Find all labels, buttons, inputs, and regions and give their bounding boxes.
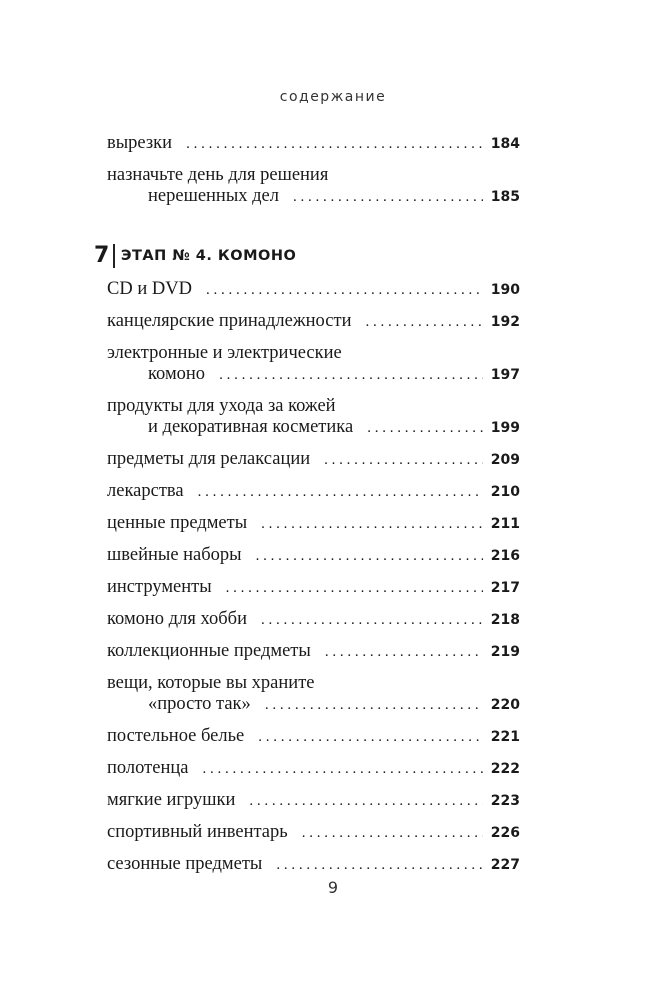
toc-entry-row: [107, 609, 520, 631]
toc-page-number: 190: [490, 282, 520, 298]
toc-entry-title: сезонные предметы: [107, 854, 263, 874]
toc-page-number: 209: [490, 452, 520, 468]
toc-entry-row: [107, 854, 520, 876]
dot-leader: [365, 312, 482, 333]
toc-page-number: 222: [490, 761, 520, 777]
toc-entry[interactable]: [107, 822, 520, 844]
toc-page-number: 217: [490, 580, 520, 596]
toc-entry-row: [107, 279, 520, 301]
dot-leader: [226, 578, 483, 599]
running-header: содержание: [279, 89, 387, 105]
toc-entry-title: канцелярские принадлежности: [107, 311, 352, 331]
dot-leader: [186, 134, 483, 155]
toc-page-number: 185: [490, 189, 520, 205]
toc-entry-title: продукты для ухода за кожей: [107, 396, 336, 416]
toc-page-number: 219: [490, 644, 520, 660]
dot-leader: [276, 855, 482, 876]
toc-entry[interactable]: [107, 449, 520, 471]
toc-page-number: 227: [490, 857, 520, 873]
toc-page-number: 199: [490, 420, 520, 436]
toc-entry[interactable]: [107, 133, 520, 155]
toc-entry-row: [107, 545, 520, 567]
toc-entry-title: швейные наборы: [107, 545, 242, 565]
toc-entry[interactable]: [107, 726, 520, 748]
toc-entry-title: вещи, которые вы храните: [107, 673, 315, 693]
dot-leader: [261, 610, 483, 631]
toc-entry-row: [107, 822, 520, 844]
toc-page-number: 211: [490, 516, 520, 532]
toc-entry-row: [107, 364, 520, 386]
toc-entry[interactable]: [107, 481, 520, 503]
toc-entry[interactable]: [107, 790, 520, 812]
toc-entry-title: «просто так»: [148, 694, 251, 714]
toc-page-number: 226: [490, 825, 520, 841]
dot-leader: [249, 791, 482, 812]
toc-entry-title: лекарства: [107, 481, 184, 501]
toc-entry-title: инструменты: [107, 577, 212, 597]
toc-entry-row: [107, 481, 520, 503]
toc-entry-title: вырезки: [107, 133, 173, 153]
toc-entry-title: коллекционные предметы: [107, 641, 311, 661]
toc-entry[interactable]: [107, 311, 520, 333]
toc-entry[interactable]: [107, 513, 520, 535]
toc-entry-title: постельное белье: [107, 726, 245, 746]
dot-leader: [325, 642, 483, 663]
dot-leader: [324, 450, 483, 471]
toc-entry[interactable]: [107, 577, 520, 599]
chapter-number: 7: [94, 243, 110, 268]
toc-page-number: 221: [490, 729, 520, 745]
toc-entry[interactable]: [107, 854, 520, 876]
dot-leader: [219, 365, 483, 386]
page-number: 9: [327, 878, 339, 897]
chapter-title: ЭТАП № 4. КОМОНО: [120, 247, 297, 264]
toc-entry-title: и декоративная косметика: [148, 417, 354, 437]
chapter-divider: [113, 244, 115, 268]
chapter-heading: [94, 243, 296, 268]
toc-entry-row: [107, 449, 520, 471]
toc-entry[interactable]: [107, 641, 520, 663]
toc-entry-title: комоно для хобби: [107, 609, 247, 629]
toc-entry-title: ценные предметы: [107, 513, 248, 533]
toc-list-top: [107, 133, 520, 218]
dot-leader: [206, 280, 483, 301]
toc-entry[interactable]: [107, 758, 520, 780]
toc-entry-row: [107, 758, 520, 780]
toc-page-number: 223: [490, 793, 520, 809]
toc-page-number: 197: [490, 367, 520, 383]
toc-page-number: 220: [490, 697, 520, 713]
toc-page-number: 184: [490, 136, 520, 152]
toc-page-number: 216: [490, 548, 520, 564]
toc-entry-title: электронные и электрические: [107, 343, 342, 363]
toc-entry[interactable]: [107, 279, 520, 301]
toc-entry-row: [107, 513, 520, 535]
toc-page-number: 210: [490, 484, 520, 500]
dot-leader: [367, 418, 483, 439]
toc-entry[interactable]: [107, 545, 520, 567]
toc-entry[interactable]: [107, 343, 520, 386]
toc-page-number: 192: [490, 314, 520, 330]
dot-leader: [256, 546, 483, 567]
dot-leader: [202, 759, 482, 780]
dot-leader: [261, 514, 483, 535]
dot-leader: [265, 695, 483, 716]
toc-entry-row: [107, 186, 520, 208]
toc-list-chapter-7: [107, 279, 520, 886]
toc-entry-row: [107, 577, 520, 599]
toc-page-number: 218: [490, 612, 520, 628]
toc-entry-row: [107, 726, 520, 748]
dot-leader: [198, 482, 483, 503]
toc-entry[interactable]: [107, 673, 520, 716]
toc-entry-title: полотенца: [107, 758, 189, 778]
toc-entry[interactable]: [107, 165, 520, 208]
toc-entry-title: предметы для релаксации: [107, 449, 311, 469]
toc-entry-row: [107, 694, 520, 716]
toc-entry-title: спортивный инвентарь: [107, 822, 288, 842]
toc-entry-title: комоно: [148, 364, 206, 384]
toc-entry[interactable]: [107, 396, 520, 439]
dot-leader: [293, 187, 483, 208]
toc-entry-row: [107, 133, 520, 155]
toc-entry-row: [107, 417, 520, 439]
dot-leader: [258, 727, 483, 748]
toc-entry-title: CD и DVD: [107, 279, 192, 299]
toc-entry[interactable]: [107, 609, 520, 631]
toc-entry-title: мягкие игрушки: [107, 790, 236, 810]
toc-entry-row: [107, 641, 520, 663]
toc-entry-title: назначьте день для решения: [107, 165, 329, 185]
dot-leader: [302, 823, 483, 844]
toc-entry-row: [107, 311, 520, 333]
toc-entry-row: [107, 790, 520, 812]
toc-entry-title: нерешенных дел: [148, 186, 279, 206]
